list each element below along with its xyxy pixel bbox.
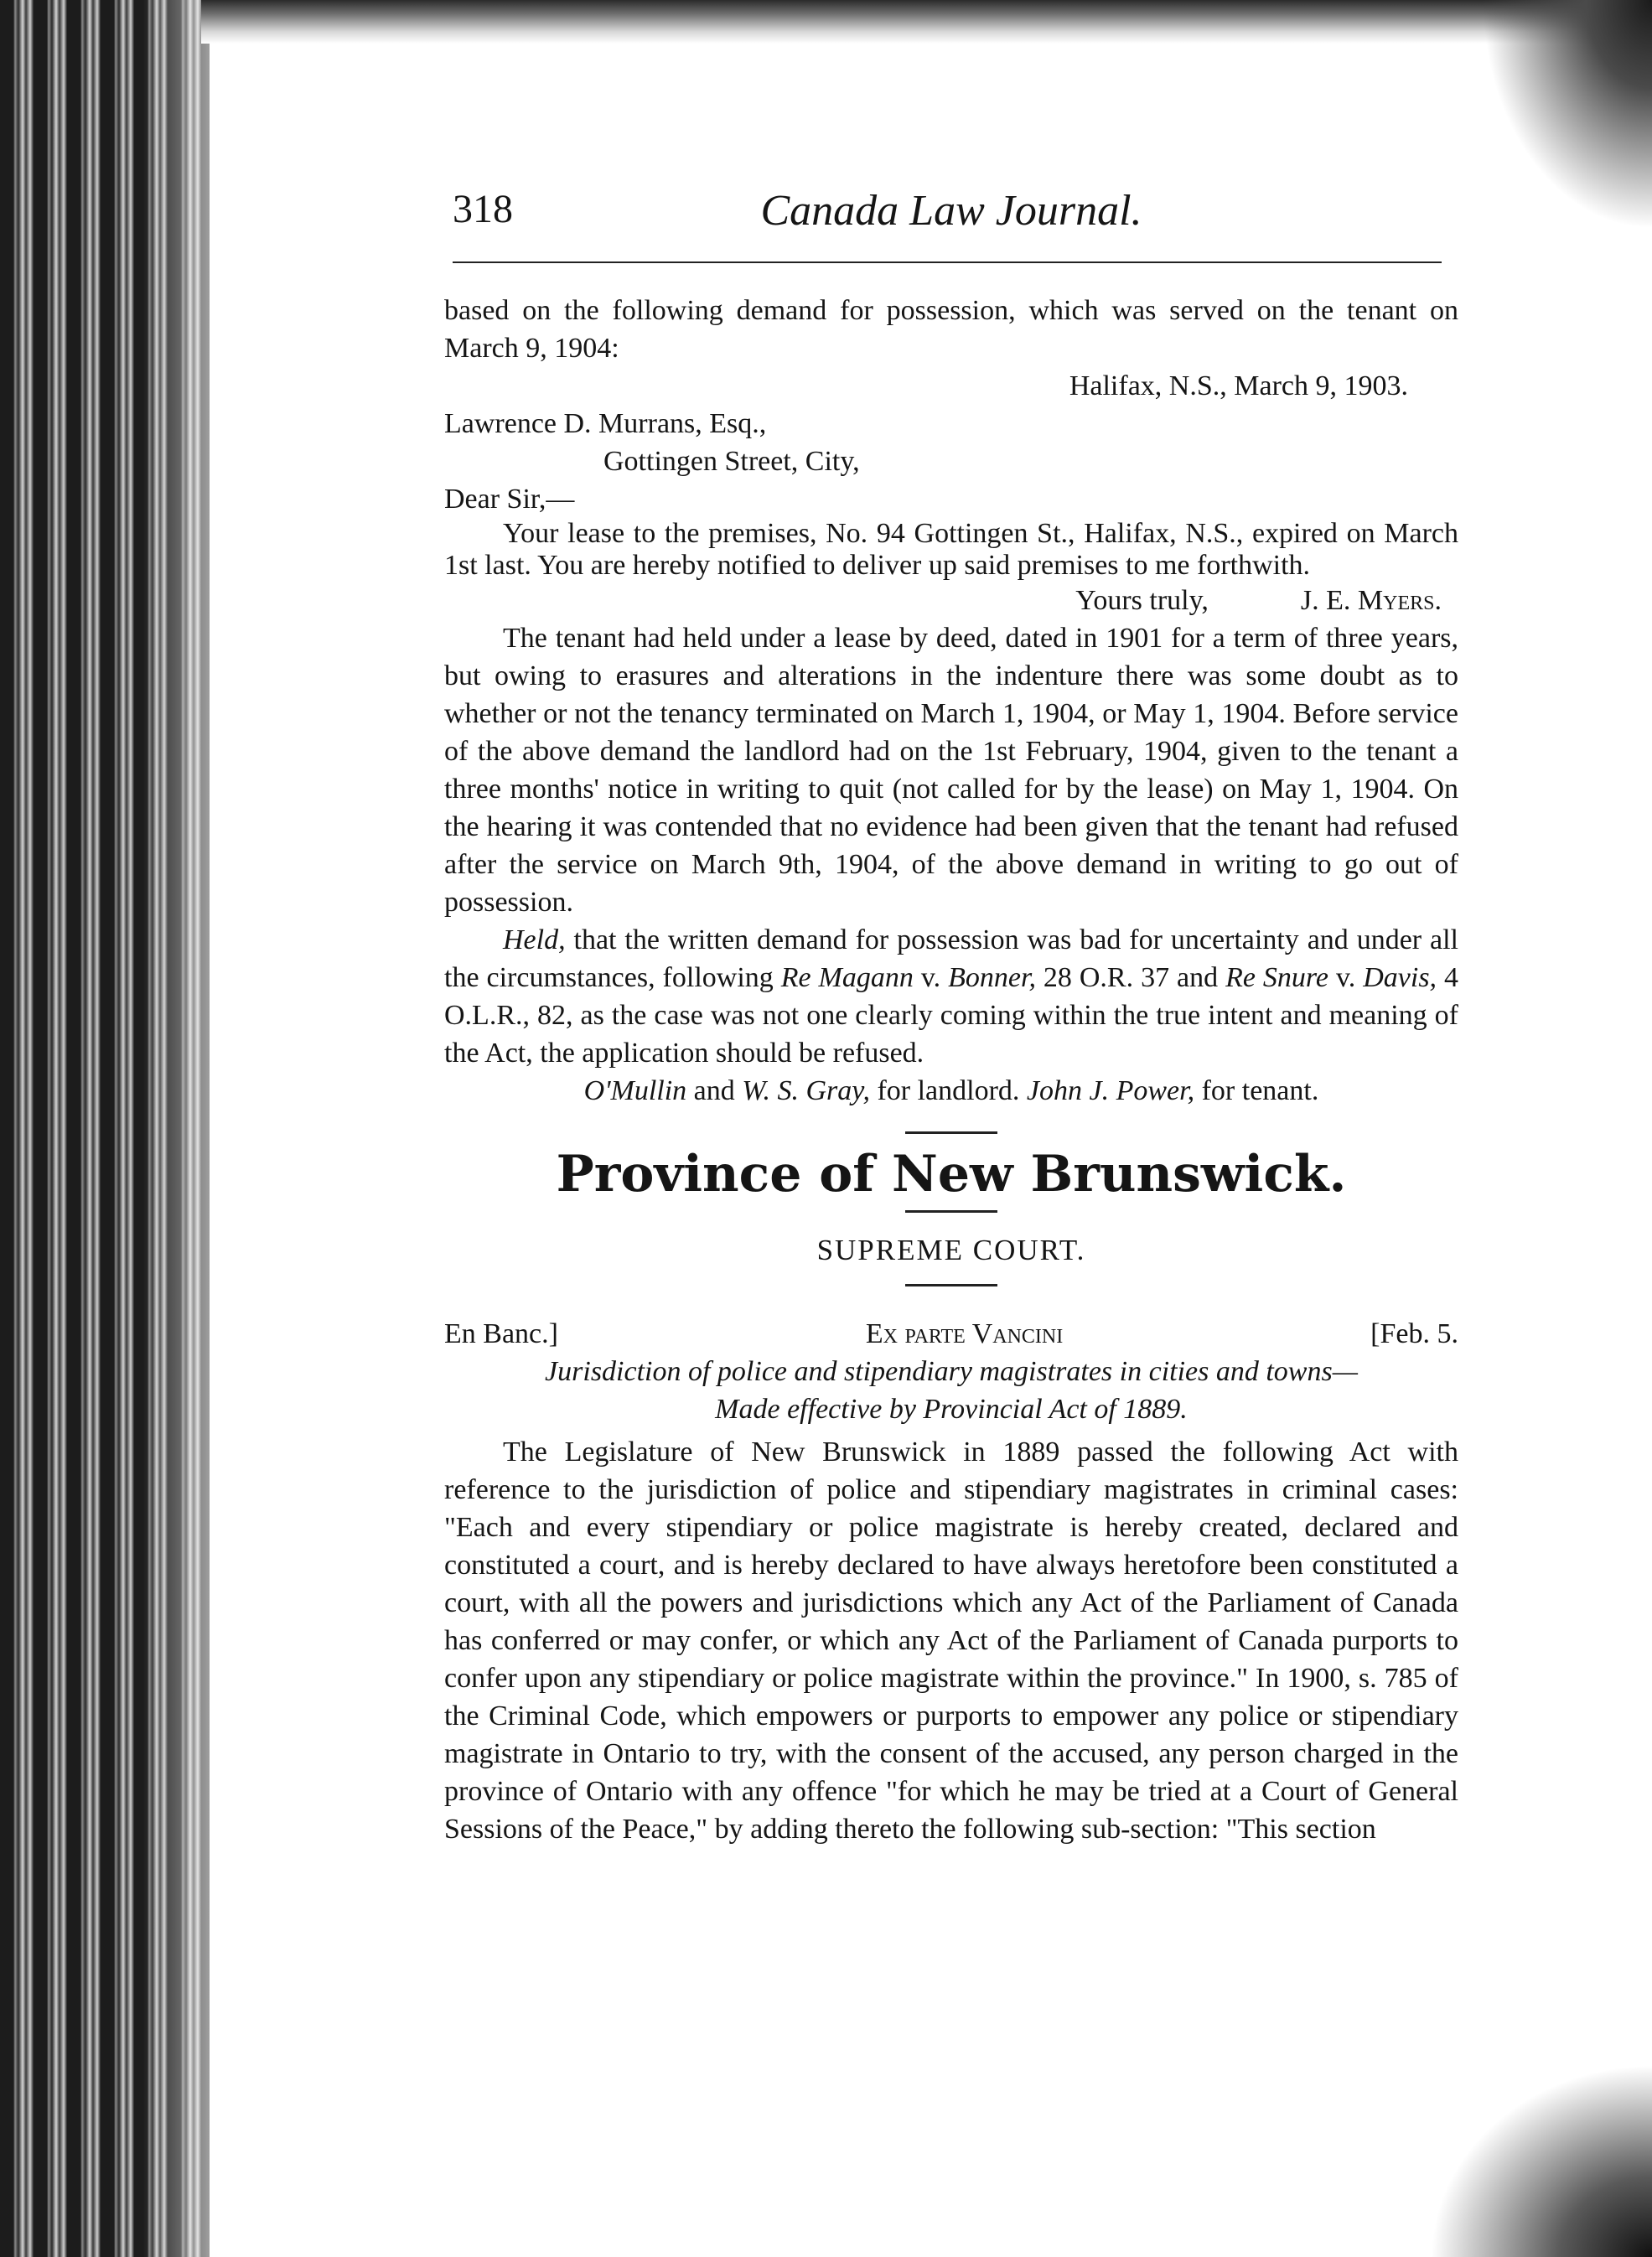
case-title: Ex parte Vancini: [865, 1318, 1064, 1349]
section-divider: [905, 1210, 997, 1213]
letter-recipient: Lawrence D. Murrans, Esq.,: [444, 408, 767, 439]
scan-top-edge: [201, 0, 1652, 44]
case-intro: based on the following demand for possession, which was served on the tenant on March 9, 1904:: [444, 295, 1458, 364]
case-citation: Re Magann: [780, 962, 914, 993]
scan-binding-fade: [142, 0, 260, 2257]
case-facts: The tenant had held under a lease by deed, dated in 1901 for a term of three years, but owing to erasures and alterations in the indenture there was some doubt as to whether or not the tenancy terminated on March 1, 1904, or May 1, 1904. Before service of the above demand the landlord had on the 1st February, 1904, given to the tenant a three months' notice in writing to quit (not called for by the lease) on May 1, 1904. On the hearing it was contended that no evidence had been given that the tenant had refused after the service on March 9th, 1904, of the above demand in writing to go out of possession.: [444, 623, 1458, 918]
case-text: The Legislature of New Brunswick in 1889 passed the following Act with reference to the jurisdiction of police and stipendiary magistrates in criminal cases: "Each and every stipendiary or police magistrate is hereby created, declared and constituted a court, and is hereby declared to have always heretofore been constituted a court, with all the powers and jurisdictions which any Act of the Parliament of Canada has conferred or may confer, or which any Act of the Parliament of Canada purports to confer upon any stipendiary or police magistrate within the province." In 1900, s. 785 of the Criminal Code, which empowers or purports to empower any police or stipendiary magistrate in Ontario to try, with the consent of the accused, any person charged in the province of Ontario with any offence "for which he may be tried at a Court of General Sessions of the Peace," by adding thereto the following sub-section: "This section: [444, 1437, 1458, 1845]
case-holding: Held, that the written demand for possession was bad for uncertainty and under all the circumstances, following Re Magann v. Bonner, 28 O.R. 37 and Re Snure v. Davis, 4 O.L.R., 82, as the case was not one clearly coming within the true intent and meaning of the Act, the application should be refused.: [444, 924, 1459, 1069]
letter-body: Your lease to the premises, No. 94 Gottingen St., Halifax, N.S., expired on March 1st last. You are hereby notified to deliver up said premises to me forthwith.: [444, 518, 1458, 581]
held-label: Held,: [503, 924, 566, 955]
page-body: [444, 292, 1458, 1848]
case-bench: En Banc.]: [444, 1318, 558, 1349]
case-citation: Re Snure: [1225, 962, 1328, 993]
counsel-line: O'Mullin and W. S. Gray, for landlord. John J. Power, for tenant.: [583, 1075, 1319, 1106]
scan-corner-top-right: [1459, 0, 1652, 260]
running-head: [444, 186, 1458, 245]
letter-signatory: J. E. Myers.: [1300, 585, 1442, 616]
scan-corner-bottom-right: [1401, 2039, 1652, 2257]
court-heading: SUPREME COURT.: [816, 1234, 1086, 1266]
header-rule: [453, 261, 1442, 263]
case-citation: Davis,: [1363, 962, 1437, 993]
letter-address: Gottingen Street, City,: [603, 446, 860, 477]
letter-signature: [444, 582, 1458, 619]
section-divider: [905, 1284, 997, 1286]
page-number: 318: [453, 187, 513, 231]
case-headnote: Jurisdiction of police and stipendiary magistrates in cities and towns— Made effective by Provincial Act of 1889.: [545, 1356, 1358, 1425]
letter-salutation: Dear Sir,—: [444, 484, 575, 515]
province-heading: Province of New Brunswick.: [556, 1145, 1347, 1204]
case-date: [Feb. 5.: [1370, 1318, 1458, 1349]
case-caption: [444, 1315, 1458, 1353]
letter-date: Halifax, N.S., March 9, 1903.: [1069, 370, 1408, 401]
journal-title: Canada Law Journal.: [760, 187, 1142, 235]
section-divider: [905, 1131, 997, 1134]
case-citation: Bonner,: [948, 962, 1036, 993]
letter-closing: Yours truly,: [1075, 585, 1209, 616]
